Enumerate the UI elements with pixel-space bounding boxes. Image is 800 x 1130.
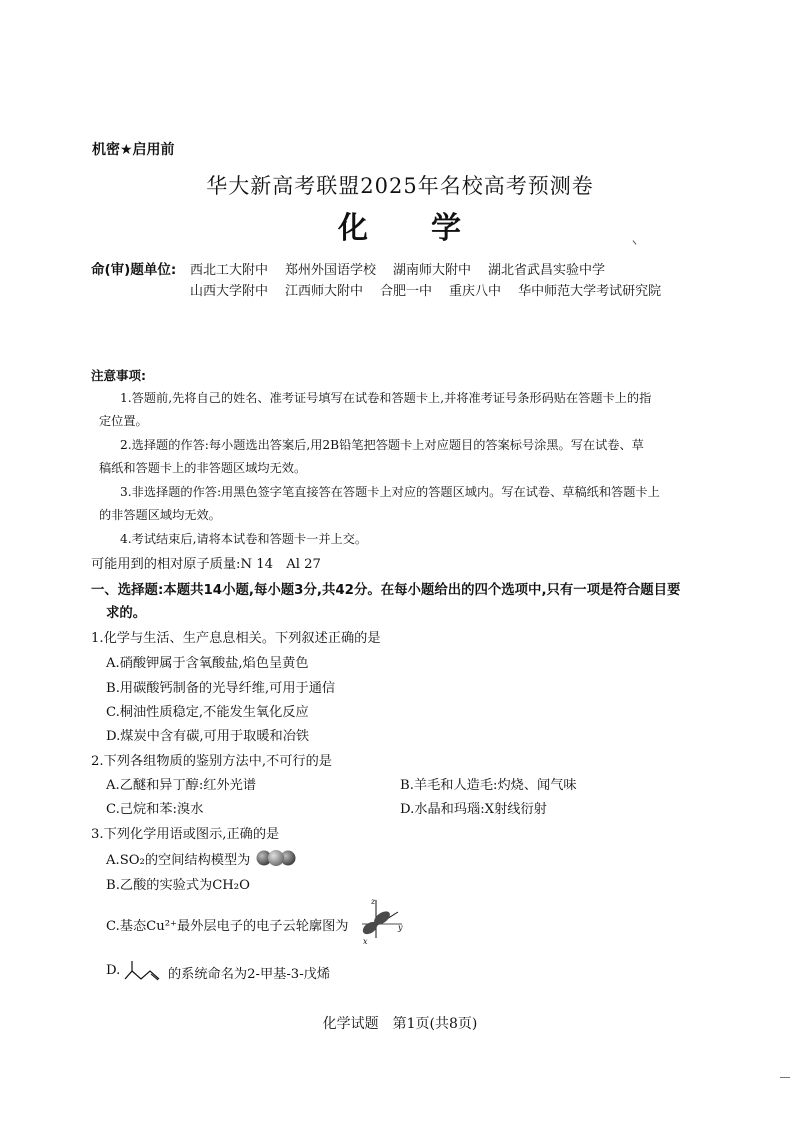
secret-label: 机密★启用前 [92, 142, 175, 158]
unit-name: 重庆八中 [449, 284, 502, 299]
question-3-option-d: 的系统命名为2-甲基-3-戊烯 [168, 967, 331, 982]
unit-name: 江西师大附中 [285, 284, 364, 299]
notice-item-2: 2.选择题的作答:每小题选出答案后,用2B铅笔把答题卡上对应题目的答案标号涂黑。写在试卷、草 [120, 438, 644, 452]
atomic-masses: 可能用到的相对原子质量:N 14 Al 27 [91, 557, 321, 572]
question-3-stem: 3.下列化学用语或图示,正确的是 [91, 827, 280, 842]
unit-name: 合肥一中 [380, 284, 433, 299]
axis-x-label: x [363, 937, 368, 946]
unit-name: 华中师范大学考试研究院 [518, 284, 662, 299]
electron-cloud-orbital-icon [360, 898, 406, 946]
notice-item-3-cont: 的非答题区域均无效。 [99, 508, 221, 522]
question-1-option-b: B.用碳酸钙制备的光导纤维,可用于通信 [106, 681, 336, 696]
units-line-2 [190, 280, 661, 299]
question-3-option-d-prefix: D. [106, 963, 121, 978]
notice-item-4: 4.考试结束后,请将本试卷和答题卡一并上交。 [120, 532, 368, 546]
section-heading: 一、选择题:本题共14小题,每小题3分,共42分。在每小题给出的四个选项中,只有一项是符合题目要 [91, 583, 681, 598]
subject-title [0, 203, 800, 247]
question-1-option-a: A.硝酸钾属于含氧酸盐,焰色呈黄色 [106, 656, 309, 671]
notice-item-1-cont: 定位置。 [99, 414, 148, 428]
question-1-option-c: C.桐油性质稳定,不能发生氧化反应 [106, 705, 309, 720]
exam-title: 华大新高考联盟2025年名校高考预测卷 [206, 174, 594, 198]
notice-title: 注意事项: [91, 368, 146, 383]
axis-y-label: y [398, 923, 403, 932]
question-2-option-a: A.乙醚和异丁醇:红外光谱 [106, 778, 257, 793]
question-3-option-a: A.SO₂的空间结构模型为 [106, 853, 251, 868]
unit-name: 山西大学附中 [190, 284, 269, 299]
question-2-option-d: D.水晶和玛瑙:X射线衍射 [400, 802, 547, 817]
axis-z-label: z [371, 898, 376, 906]
question-1-stem: 1.化学与生活、生产息息相关。下列叙述正确的是 [91, 631, 381, 646]
so2-space-filling-model-icon [256, 850, 296, 866]
question-2-stem: 2.下列各组物质的鉴别方法中,不可行的是 [91, 754, 332, 769]
question-2-option-b: B.羊毛和人造毛:灼烧、闻气味 [400, 778, 577, 793]
subject-char-2: 学 [431, 211, 462, 246]
question-3-option-b: B.乙酸的实验式为CH₂O [106, 878, 250, 893]
units-line-1 [190, 259, 605, 278]
unit-name: 湖北省武昌实验中学 [488, 263, 606, 278]
unit-name: 湖南师大附中 [393, 263, 472, 278]
skeletal-formula-icon [124, 959, 166, 981]
unit-name: 郑州外国语学校 [285, 263, 377, 278]
page-footer: 化学试题 第1页(共8页) [322, 1016, 478, 1032]
notice-item-1: 1.答题前,先将自己的姓名、准考证号填写在试卷和答题卡上,并将准考证号条形码贴在答题卡上的指 [120, 391, 652, 405]
scan-edge-mark [780, 1077, 790, 1078]
subject-char-1: 化 [338, 211, 369, 246]
notice-item-2-cont: 稿纸和答题卡上的非答题区域均无效。 [99, 461, 307, 475]
unit-name: 西北工大附中 [190, 263, 269, 278]
question-2-option-c: C.己烷和苯:溴水 [106, 802, 204, 817]
notice-item-3: 3.非选择题的作答:用黑色签字笔直接答在答题卡上对应的答题区域内。写在试卷、草稿纸和答题卡上 [120, 485, 660, 499]
question-1-option-d: D.煤炭中含有碳,可用于取暖和冶铁 [106, 729, 310, 744]
units-label: 命(审)题单位: [91, 262, 177, 278]
question-3-option-c: C.基态Cu²⁺最外层电子的电子云轮廓图为 [106, 919, 349, 934]
section-heading-cont: 求的。 [106, 606, 147, 621]
